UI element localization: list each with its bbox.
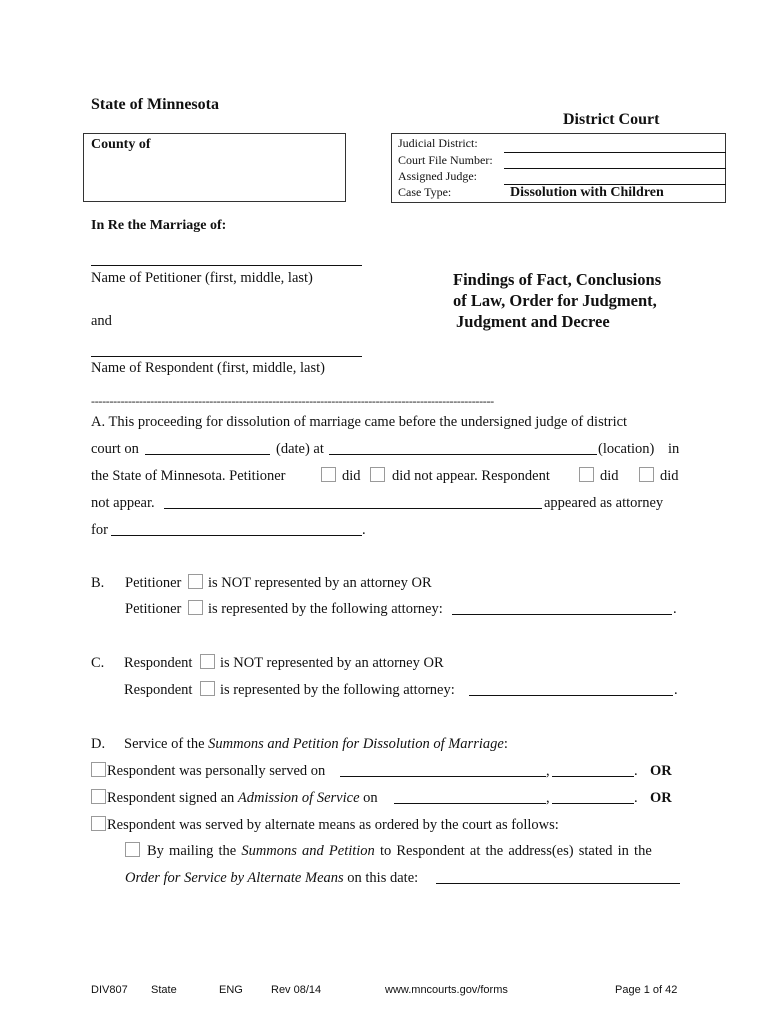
opt2-italic: Admission of Service — [237, 790, 360, 806]
did-label-2: did — [600, 468, 619, 484]
section-d-letter: D. — [91, 736, 106, 752]
opt1-or: OR — [650, 763, 672, 779]
location-label: (location) — [598, 441, 655, 457]
appearing-attorney-field[interactable] — [164, 508, 542, 509]
state-heading: State of Minnesota — [91, 96, 219, 113]
did-label: did — [342, 468, 361, 484]
personally-served-date-field[interactable] — [340, 776, 546, 777]
section-divider: ------------------------------------------------------------------------------------------------------------- — [91, 394, 494, 408]
in-label: in — [668, 441, 680, 457]
file-number-label: Court File Number: — [398, 153, 493, 167]
petitioner-represented-checkbox[interactable] — [188, 600, 203, 615]
county-box[interactable] — [83, 133, 346, 202]
petitioner-not-represented-text: is NOT represented by an attorney OR — [208, 575, 432, 591]
not-appear-text: not appear. — [91, 495, 155, 511]
judicial-district-label: Judicial District: — [398, 136, 478, 150]
alternate-means-checkbox[interactable] — [91, 816, 106, 831]
service-intro-prefix: Service of the — [124, 736, 209, 752]
did-label-3: did — [660, 468, 679, 484]
petitioner-did-appear-checkbox[interactable] — [321, 467, 336, 482]
service-intro-italic: Summons and Petition for Dissolution of Marriage — [208, 736, 504, 752]
court-heading: District Court — [563, 111, 660, 128]
case-info-box — [391, 133, 726, 203]
state-petitioner-text: the State of Minnesota. Petitioner — [91, 468, 286, 484]
b-period: . — [673, 601, 677, 617]
assigned-judge-label: Assigned Judge: — [398, 169, 477, 183]
respondent-attorney-field[interactable] — [469, 695, 673, 696]
respondent-label-c2: Respondent — [124, 682, 193, 698]
for-label: for — [91, 522, 108, 538]
admission-of-service-checkbox[interactable] — [91, 789, 106, 804]
personally-served-year-field[interactable] — [552, 776, 634, 777]
personally-served-text: Respondent was personally served on — [107, 763, 326, 779]
respondent-did-appear-checkbox[interactable] — [579, 467, 594, 482]
sub2-italic: Order for Service by Alternate Means — [125, 870, 344, 886]
opt2-or: OR — [650, 790, 672, 806]
petitioner-not-represented-checkbox[interactable] — [188, 574, 203, 589]
document-title-line-1: Findings of Fact, Conclusions — [453, 270, 662, 289]
respondent-represented-checkbox[interactable] — [200, 681, 215, 696]
footer-url[interactable]: www.mncourts.gov/forms — [385, 984, 508, 996]
admission-year-field[interactable] — [552, 803, 634, 804]
respondent-not-represented-checkbox[interactable] — [200, 654, 215, 669]
opt1-comma: , — [546, 763, 550, 779]
petitioner-name-field[interactable] — [91, 265, 362, 266]
respondent-name-field[interactable] — [91, 356, 362, 357]
petitioner-name-label: Name of Petitioner (first, middle, last) — [91, 270, 313, 286]
hearing-date-field[interactable] — [145, 454, 270, 455]
footer-page-number: Page 1 of 42 — [615, 984, 678, 996]
respondent-did-not-appear-checkbox[interactable] — [639, 467, 654, 482]
document-title-line-3: Judgment and Decree — [456, 312, 610, 331]
appeared-as-attorney-text: appeared as attorney — [544, 495, 664, 511]
by-mailing-text — [147, 843, 652, 860]
opt1-period: . — [634, 763, 638, 779]
footer-jurisdiction: State — [151, 984, 177, 996]
sub2-suffix: on this date: — [343, 870, 419, 886]
hearing-location-field[interactable] — [329, 454, 597, 455]
opt2-prefix: Respondent signed an — [107, 790, 238, 806]
for-period: . — [362, 522, 366, 538]
by-mailing-checkbox[interactable] — [125, 842, 140, 857]
opt2-period: . — [634, 790, 638, 806]
case-type-label: Case Type: — [398, 185, 452, 199]
case-type-value: Dissolution with Children — [510, 185, 664, 200]
sub-suffix: to Respondent at the address(es) stated in the — [374, 843, 652, 859]
attorney-for-field[interactable] — [111, 535, 362, 536]
respondent-not-represented-text: is NOT represented by an attorney OR — [220, 655, 444, 671]
respondent-represented-text: is represented by the following attorney: — [220, 682, 455, 698]
court-on-label: court on — [91, 441, 139, 457]
admission-of-service-text — [107, 790, 378, 807]
footer-form-number: DIV807 — [91, 984, 128, 996]
petitioner-represented-text: is represented by the following attorney: — [208, 601, 443, 617]
petitioner-did-not-appear-checkbox[interactable] — [370, 467, 385, 482]
document-title-line-2: of Law, Order for Judgment, — [453, 291, 657, 310]
judicial-district-field[interactable] — [504, 152, 726, 153]
order-service-text — [125, 870, 418, 887]
opt2-comma: , — [546, 790, 550, 806]
section-a-line-1: A. This proceeding for dissolution of marriage came before the undersigned judge of district — [91, 414, 628, 430]
section-b-letter: B. — [91, 575, 105, 591]
footer-language: ENG — [219, 984, 243, 996]
and-text: and — [91, 313, 112, 329]
petitioner-attorney-field[interactable] — [452, 614, 672, 615]
sub-italic: Summons and Petition — [241, 843, 375, 859]
county-label: County of — [91, 137, 151, 152]
sub-prefix: By mailing the — [147, 843, 242, 859]
service-intro-suffix: : — [503, 736, 508, 752]
respondent-name-label: Name of Respondent (first, middle, last) — [91, 360, 325, 376]
alternate-means-text: Respondent was served by alternate means as ordered by the court as follows: — [107, 817, 559, 833]
mailing-date-field[interactable] — [436, 883, 680, 884]
did-not-appear-respondent-text: did not appear. Respondent — [392, 468, 550, 484]
c-period: . — [674, 682, 678, 698]
in-re-heading: In Re the Marriage of: — [91, 218, 227, 233]
respondent-label-c1: Respondent — [124, 655, 193, 671]
admission-date-field[interactable] — [394, 803, 546, 804]
service-intro — [124, 736, 508, 753]
file-number-field[interactable] — [504, 168, 726, 169]
date-at-label: (date) at — [276, 441, 324, 457]
petitioner-label-b2: Petitioner — [125, 601, 182, 617]
personally-served-checkbox[interactable] — [91, 762, 106, 777]
opt2-suffix: on — [359, 790, 378, 806]
petitioner-label-b1: Petitioner — [125, 575, 182, 591]
section-c-letter: C. — [91, 655, 105, 671]
footer-revision: Rev 08/14 — [271, 984, 322, 996]
